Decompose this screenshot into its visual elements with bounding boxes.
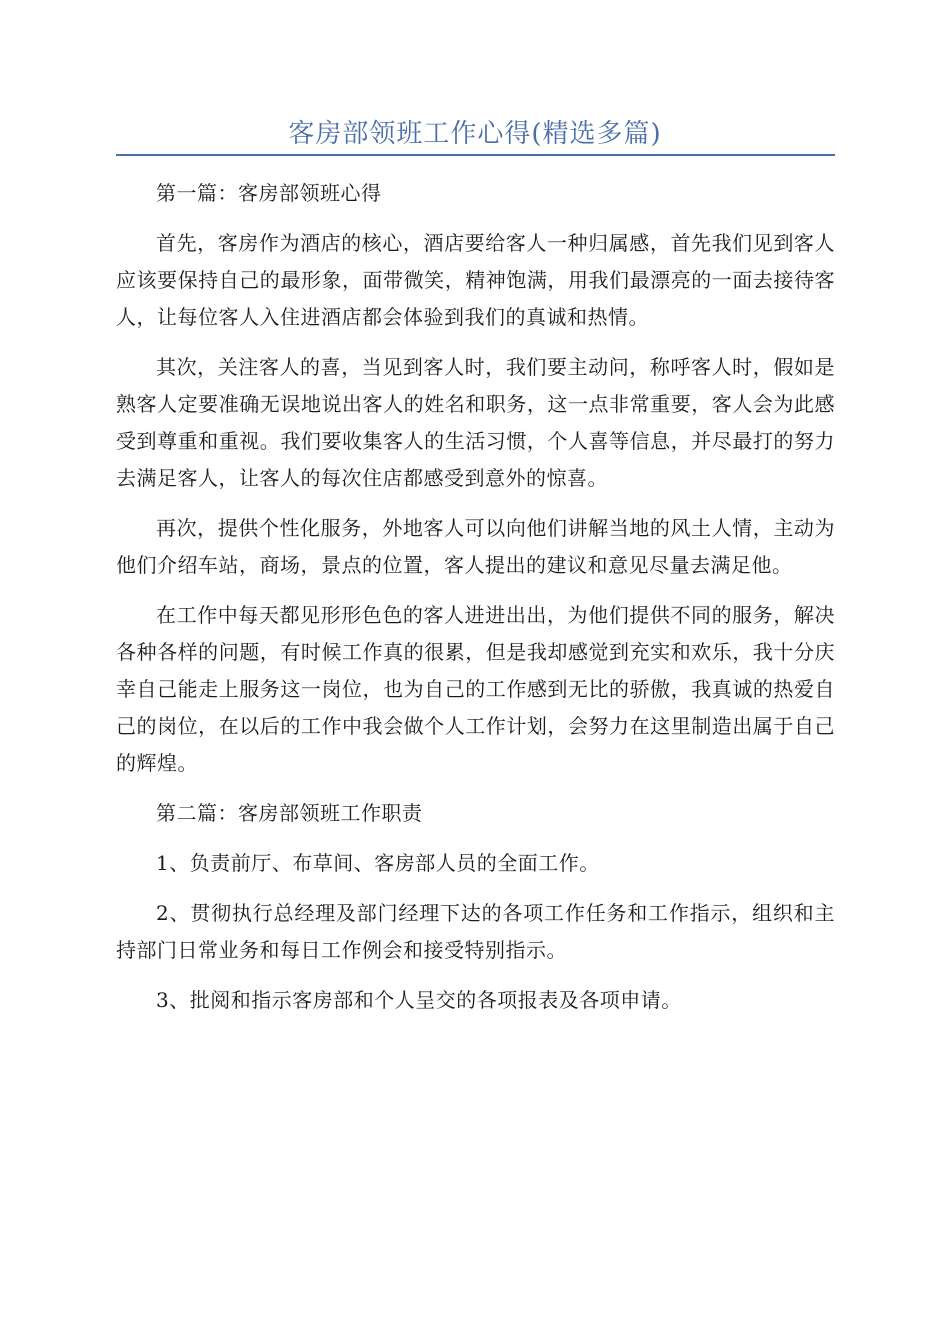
list-item: 3、批阅和指示客房部和个人呈交的各项报表及各项申请。 [156,988,682,1012]
paragraph: 首先，客房作为酒店的核心，酒店要给客人一种归属感，首先我们见到客人应该要保持自己的最形象，面带微笑，精神饱满，用我们最漂亮的一面去接待客人，让每位客人入住进酒店都会体验到我们的真诚和热情。 [116,231,835,329]
document-body [116,175,835,1032]
section-heading-2: 第二篇：客房部领班工作职责 [156,801,423,825]
document-title: 客房部领班工作心得(精选多篇) [288,119,662,149]
list-item: 1、负责前厅、布草间、客房部人员的全面工作。 [156,851,600,875]
paragraph: 在工作中每天都见形形色色的客人进进出出，为他们提供不同的服务，解决各种各样的问题，有时候工作真的很累，但是我却感觉到充实和欢乐，我十分庆幸自己能走上服务这一岗位，也为自己的工作感到无比的骄傲，我真诚的热爱自己的岗位，在以后的工作中我会做个人工作计划，会努力在这里制造出属于自己的辉煌。 [116,603,835,775]
paragraph: 其次，关注客人的喜，当见到客人时，我们要主动问，称呼客人时，假如是熟客人定要准确无误地说出客人的姓名和职务，这一点非常重要，客人会为此感受到尊重和重视。我们要收集客人的生活习惯，个人喜等信息，并尽最打的努力去满足客人，让客人的每次住店都感受到意外的惊喜。 [116,355,835,490]
title-underline [116,154,835,156]
list-item: 2、贯彻执行总经理及部门经理下达的各项工作任务和工作指示，组织和主持部门日常业务和每日工作例会和接受特别指示。 [116,901,835,962]
paragraph: 再次，提供个性化服务，外地客人可以向他们讲解当地的风土人情，主动为他们介绍车站，商场，景点的位置，客人提出的建议和意见尽量去满足他。 [116,516,835,577]
section-heading-1: 第一篇：客房部领班心得 [156,181,382,205]
